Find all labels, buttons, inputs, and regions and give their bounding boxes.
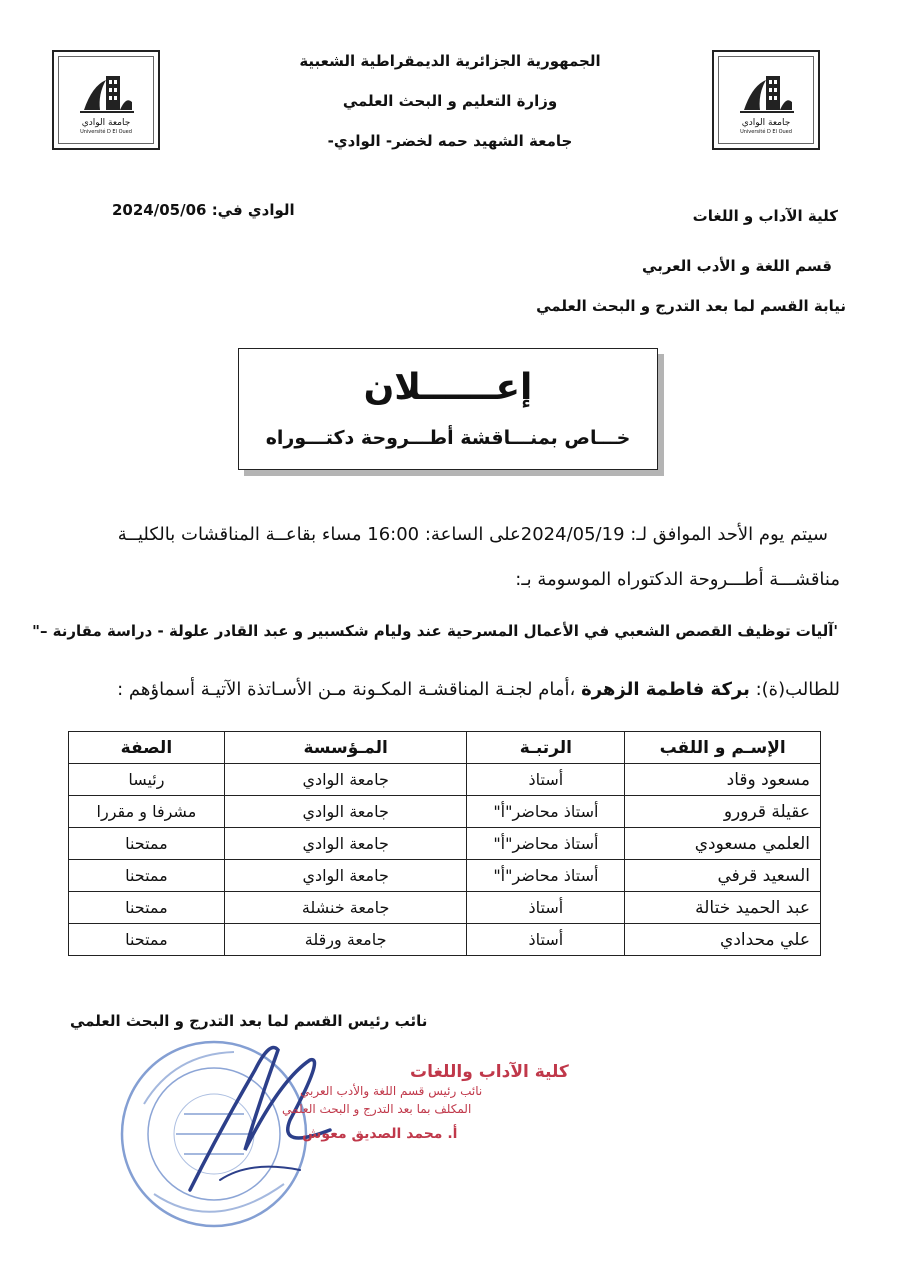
committee-text: ،أمام لجنـة المناقشـة المكـونة مـن الأسـاتذة الآتيـة أسماؤهم :: [117, 679, 582, 700]
table-row: [69, 924, 821, 956]
student-line: [117, 679, 840, 700]
member-institution: جامعة الوادي: [224, 796, 467, 828]
table-header-row: [69, 732, 821, 764]
member-rank: أستاذ: [467, 764, 625, 796]
header-ministry: وزارة التعليم و البحث العلمي: [342, 92, 558, 110]
date-label: الوادي في:: [211, 201, 295, 219]
date-value: 2024/05/06: [112, 201, 207, 219]
logo-subcaption: Université D El Oued: [80, 128, 132, 135]
announcement-box: [238, 348, 658, 470]
member-name: عقيلة قرورو: [625, 796, 821, 828]
member-role: رئيسا: [69, 764, 225, 796]
stamp-vice-head: نائب رئيس قسم اللغة والأدب العربي: [300, 1084, 483, 1098]
body-text-part: سيتم يوم الأحد الموافق لـ:: [624, 524, 828, 545]
department-name: قسم اللغة و الأدب العربي: [642, 257, 832, 275]
announcement-body-line1: [118, 524, 828, 545]
member-role: ممتحنا: [69, 924, 225, 956]
student-name: بركة فاطمة الزهرة: [581, 679, 750, 700]
member-rank: أستاذ محاضر"أ": [467, 796, 625, 828]
jury-table: [68, 731, 821, 956]
logo-caption: جامعة الوادي: [81, 117, 131, 128]
member-rank: أستاذ: [467, 892, 625, 924]
body-text-part: مساء بقاعــة المناقشات بالكليــة: [117, 524, 368, 545]
thesis-title: 'آليات توظيف القصص الشعبي في الأعمال المسرحية عند وليام شكسبير و عبد القادر علولة - دراسة مقارنة –": [32, 622, 838, 640]
header-rank: الرتبـة: [467, 732, 625, 764]
table-row: [69, 892, 821, 924]
member-institution: جامعة ورقلة: [224, 924, 467, 956]
member-institution: جامعة الوادي: [224, 764, 467, 796]
stamp-signatory: أ. محمد الصديق معوش: [302, 1126, 458, 1142]
table-row: [69, 860, 821, 892]
header-role: الصفة: [69, 732, 225, 764]
member-rank: أستاذ محاضر"أ": [467, 828, 625, 860]
stamp-faculty: كلية الآداب واللغات: [410, 1062, 569, 1082]
faculty-name: كلية الآداب و اللغات: [692, 207, 838, 225]
header-name: الإسـم و اللقب: [625, 732, 821, 764]
member-name: العلمي مسعودي: [625, 828, 821, 860]
member-role: ممتحنا: [69, 892, 225, 924]
body-text-part: على الساعة:: [419, 524, 521, 545]
header-republic: الجمهورية الجزائرية الديمقراطية الشعبية: [299, 52, 601, 70]
member-rank: أستاذ: [467, 924, 625, 956]
logo-caption: جامعة الوادي: [741, 117, 791, 128]
header-university: جامعة الشهيد حمه لخضر- الوادي-: [327, 132, 573, 150]
table-row: [69, 828, 821, 860]
place-date: [112, 201, 295, 219]
announcement-body-line2: مناقشـــة أطـــروحة الدكتوراه الموسومة بـ:: [515, 569, 840, 590]
member-institution: جامعة الوادي: [224, 828, 467, 860]
signature-title: نائب رئيس القسم لما بعد التدرج و البحث العلمي: [70, 1012, 428, 1030]
table-row: [69, 796, 821, 828]
defense-date: 2024/05/19: [520, 524, 625, 545]
member-institution: جامعة الوادي: [224, 860, 467, 892]
header-institution: المـؤسسة: [224, 732, 467, 764]
office-name: نيابة القسم لما بعد التدرج و البحث العلمي: [536, 297, 846, 315]
table-row: [69, 764, 821, 796]
member-role: ممتحنا: [69, 828, 225, 860]
stamp-responsibility: المكلف بما بعد التدرج و البحث العلمي: [282, 1102, 472, 1116]
member-name: علي محدادي: [625, 924, 821, 956]
member-name: السعيد قرفي: [625, 860, 821, 892]
member-name: مسعود وقاد: [625, 764, 821, 796]
member-role: مشرفا و مقررا: [69, 796, 225, 828]
defense-time: 16:00: [367, 524, 420, 545]
logo-subcaption: Université D El Oued: [740, 128, 792, 135]
announcement-subtitle: خـــاص بمنـــاقشة أطـــروحة دكتـــوراه: [265, 427, 631, 449]
member-name: عبد الحميد ختالة: [625, 892, 821, 924]
member-role: ممتحنا: [69, 860, 225, 892]
member-rank: أستاذ محاضر"أ": [467, 860, 625, 892]
student-label: للطالب(ة):: [749, 679, 840, 700]
announcement-title: إعــــــلان: [363, 367, 533, 408]
member-institution: جامعة خنشلة: [224, 892, 467, 924]
